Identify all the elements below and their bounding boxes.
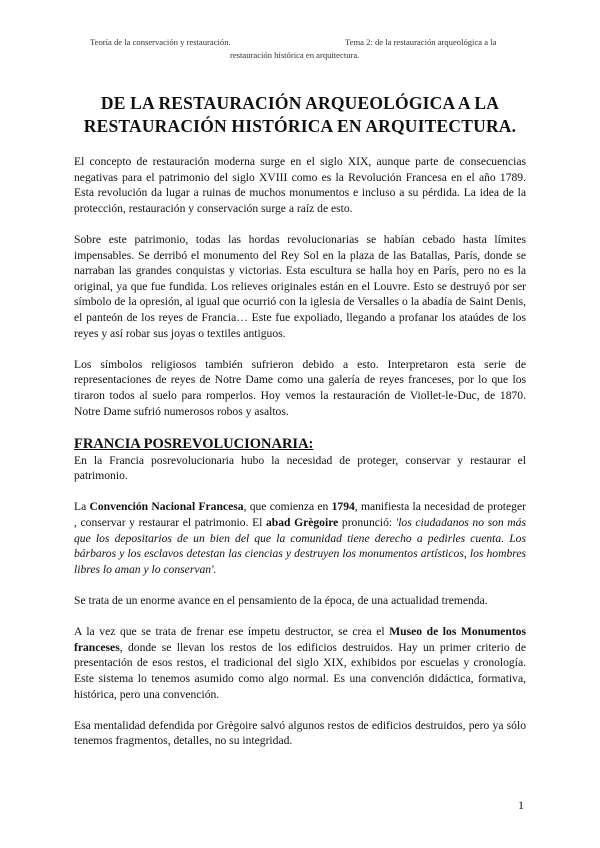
paragraph-convention <box>74 499 526 577</box>
italic-quote: 'los ciudadanos no son más que los depositarios de un bien del que la comunidad tiene derecho a pedirles cuenta. Los bárbaros y los esclavos detestan las ciencias y destruyen los monumentos artísticos, los hombres libres lo aman y lo conservan'. <box>74 516 526 576</box>
bold-museum-name: Museo de los Monumentos franceses <box>74 625 526 654</box>
paragraph-post-revolutionary: En la Francia posrevolucionaria hubo la necesidad de proteger, conservar y restaurar el patrimonio. <box>74 453 526 483</box>
paragraph-gregoire-mentality: Esa mentalidad defendida por Grègoire salvó algunos restos de edificios destruidos, pero ya sólo tenemos fragmentos, detalles, no su integridad. <box>74 718 526 748</box>
text-run: , que comienza en <box>243 500 332 514</box>
text-run: , manifiesta la necesidad de proteger , conservar y restaurar el patrimonio. El <box>74 500 526 530</box>
bold-year: 1794 <box>331 500 355 514</box>
paragraph-intro: El concepto de restauración moderna surge en el siglo XIX, aunque parte de consecuencias negativas para el patrimonio del siglo XVIII como es la Revolución Francesa en el año 1789. Esta revolución da lugar a ruinas de muchos monumentos e incluso a su pérdida. La idea de la protección, restauración y conservación surge a raíz de esto. <box>74 155 526 215</box>
document-body <box>74 154 526 765</box>
text-run: A la vez que se trata de frenar ese ímpetu destructor, se crea el <box>74 625 390 639</box>
header-course-title: Teoría de la conservación y restauración. <box>90 37 231 47</box>
document-title: DE LA RESTAURACIÓN ARQUEOLÓGICA A LA RESTAURACIÓN HISTÓRICA EN ARQUITECTURA. <box>83 93 517 136</box>
paragraph-religious-symbols: Los símbolos religiosos también sufrieron debido a esto. Interpretaron esta serie de representaciones de reyes de Notre Dame como una galería de reyes franceses, por lo que los tiraron todos al suelo para romperlos. Hoy vemos la restauración de Viollet-le-Duc, de 1870. Notre Dame sufrió numerosos robos y asaltos. <box>74 357 526 418</box>
header-topic-title-line2: restauración histórica en arquitectura. <box>230 50 360 60</box>
section-heading: FRANCIA POSREVOLUCIONARIA: <box>74 435 314 452</box>
paragraph-revolutionary-hordes: Sobre este patrimonio, todas las hordas revolucionarias se habían cebado hasta límites impensables. Se derribó el monumento del Rey Sol en la plaza de las Batallas, París, donde se narraban las grandes conquistas y victorias. Esta escultura se halla hoy en París, pero no es la original, ya que fue fundida. Los relieves originales están en el Louvre. Esto se destruyó por ser símbolo de la opresión, al igual que ocurrió con la iglesia de Versalles o la abadía de Saint Denis, el panteón de los reyes de Francia… Este fue expoliado, llegando a profanar los ataúdes de los reyes y así robar sus joyas o textiles antiguos. <box>74 232 526 340</box>
paragraph-museum <box>74 624 526 702</box>
header-topic-title-line1: Tema 2: de la restauración arqueológica a la <box>345 37 497 47</box>
paragraph-advance: Se trata de un enorme avance en el pensamiento de la época, de una actualidad tremenda. <box>74 594 488 608</box>
text-run: pronunció: <box>338 516 396 530</box>
bold-abad-gregoire: abad Grègoire <box>265 516 339 530</box>
page-number: 1 <box>518 798 524 812</box>
bold-term-convention: Convención Nacional Francesa <box>89 500 244 514</box>
text-run: La <box>74 500 90 514</box>
text-run: , donde se llevan los restos de los edificios destruidos. Hay un primer criterio de presentación de esos restos, el tradicional del siglo XIX, exhibidos por escuelas y cronología. Este sistema lo tenemos asumido como algo normal. Es una convención didáctica, formativa, histórica, pero una convención. <box>74 640 526 701</box>
